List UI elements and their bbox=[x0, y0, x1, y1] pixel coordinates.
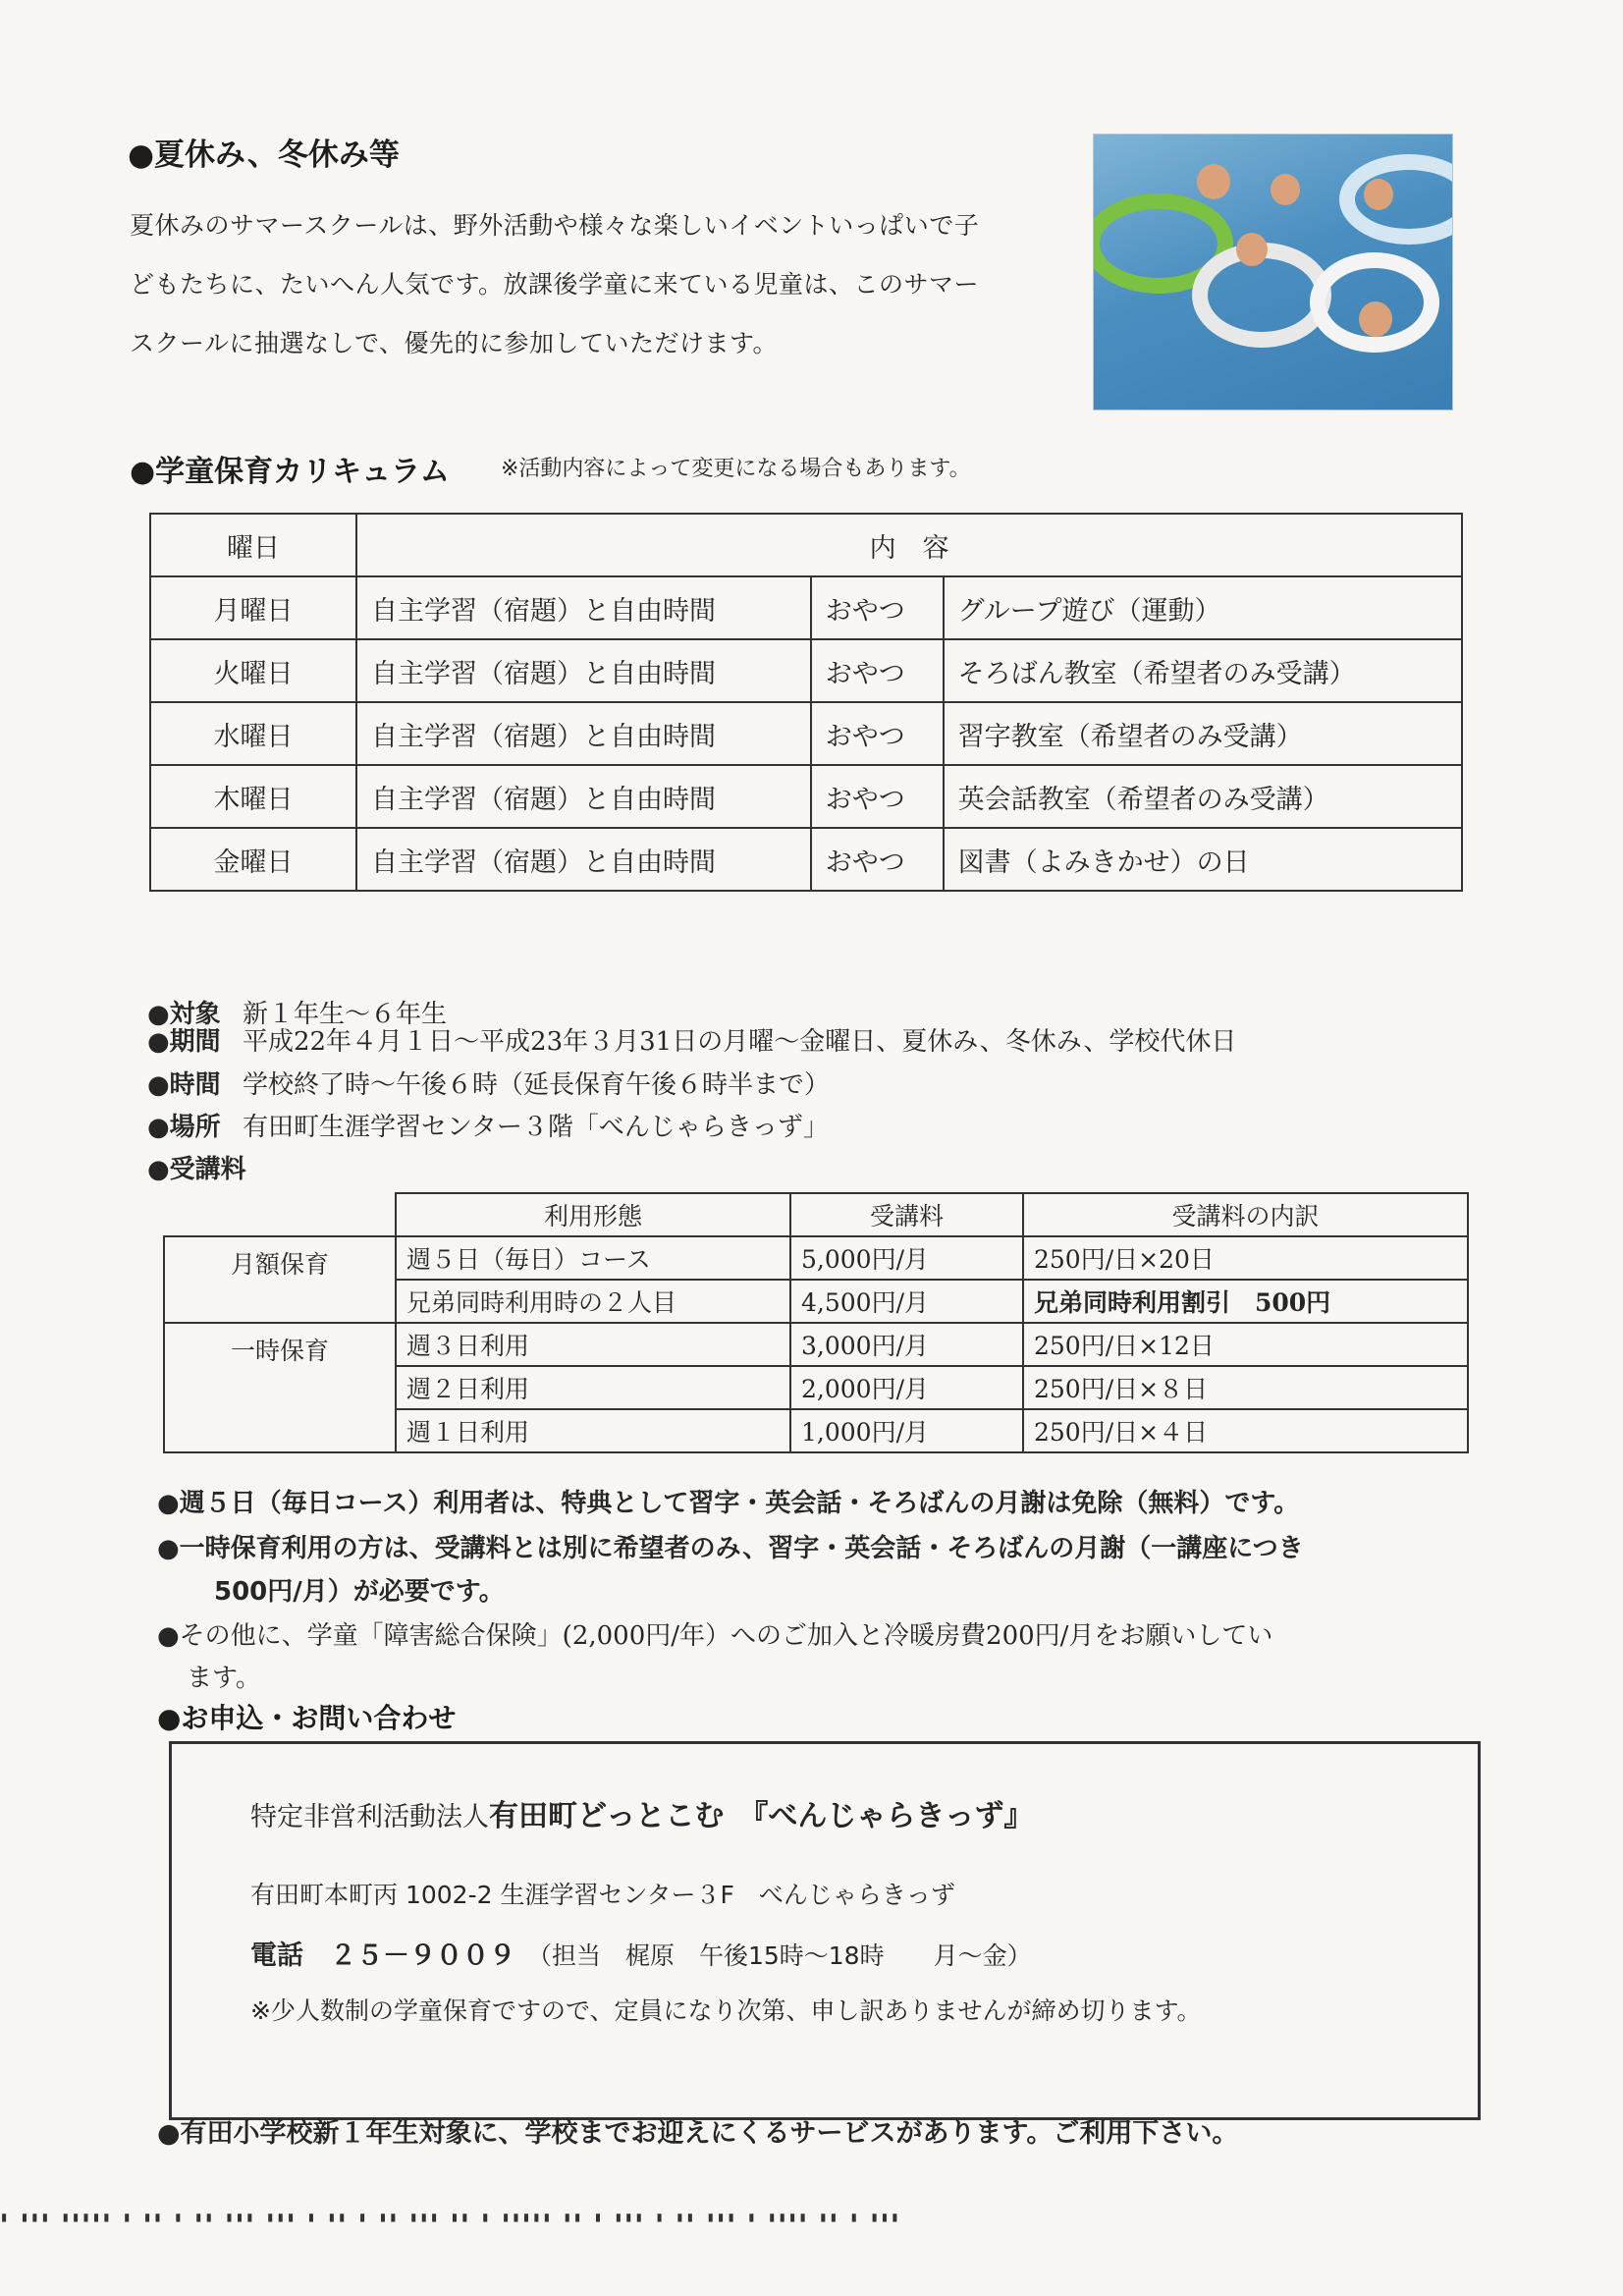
study-cell: 自主学習（宿題）と自由時間 bbox=[356, 639, 811, 702]
fee-cell: 3,000円/月 bbox=[790, 1323, 1023, 1366]
org-line bbox=[250, 1791, 1033, 1834]
capacity-warning: ※少人数制の学童保育ですので、定員になり次第、申し訳ありませんが締め切ります。 bbox=[250, 1996, 1202, 2025]
form-cell: 週１日利用 bbox=[396, 1409, 790, 1452]
summer-heading: ●夏休み、冬休み等 bbox=[128, 137, 400, 173]
form-cell: 週５日（毎日）コース bbox=[396, 1236, 790, 1280]
child-face bbox=[1364, 179, 1393, 210]
header-day: 曜日 bbox=[150, 514, 356, 576]
header-fee: 受講料 bbox=[790, 1193, 1023, 1236]
fee-cell: 4,500円/月 bbox=[790, 1280, 1023, 1323]
activity-cell: 英会話教室（希望者のみ受講） bbox=[944, 765, 1462, 828]
breakdown-cell: 250円/日×４日 bbox=[1023, 1409, 1468, 1452]
info-place bbox=[147, 1107, 829, 1143]
phone-detail: （担当 梶原 午後15時～18時 月～金） bbox=[526, 1941, 1032, 1970]
summer-paragraph bbox=[130, 196, 1092, 373]
period-value: 平成22年４月１日～平成23年３月31日の月曜～金曜日、夏休み、冬休み、学校代休日 bbox=[242, 1027, 1237, 1057]
child-face bbox=[1197, 164, 1230, 199]
time-label: ●時間 bbox=[147, 1070, 221, 1100]
contact-heading: ●お申込・お問い合わせ bbox=[157, 1702, 457, 1734]
table-row bbox=[150, 765, 1462, 828]
day-cell: 木曜日 bbox=[150, 765, 356, 828]
snack-cell: おやつ bbox=[811, 639, 944, 702]
header-breakdown: 受講料の内訳 bbox=[1023, 1193, 1468, 1236]
snack-cell: おやつ bbox=[811, 765, 944, 828]
temp-label: 一時保育 bbox=[164, 1323, 396, 1452]
note-temp-line1: ●一時保育利用の方は、受講料とは別に希望者のみ、習字・英会話・そろばんの月謝（一講座につき bbox=[157, 1534, 1304, 1563]
breakdown-cell: 兄弟同時利用割引 500円 bbox=[1023, 1280, 1468, 1323]
table-row bbox=[150, 828, 1462, 891]
table-row bbox=[150, 639, 1462, 702]
table-row bbox=[164, 1236, 1468, 1280]
info-fee bbox=[147, 1149, 246, 1185]
note-insurance-line1: ●その他に、学童「障害総合保険」(2,000円/年）へのご加入と冷暖房費200円/月をお願いしてい bbox=[157, 1621, 1273, 1651]
pool-photo bbox=[1093, 134, 1453, 410]
breakdown-cell: 250円/日×８日 bbox=[1023, 1366, 1468, 1409]
float-ring bbox=[1339, 154, 1453, 245]
period-label: ●期間 bbox=[147, 1027, 221, 1057]
table-row bbox=[150, 576, 1462, 639]
table-header-row bbox=[150, 514, 1462, 576]
header-form: 利用形態 bbox=[396, 1193, 790, 1236]
child-face bbox=[1359, 301, 1392, 337]
note-temp-line2: 500円/月）が必要です。 bbox=[214, 1577, 505, 1607]
time-value: 学校終了時～午後６時（延長保育午後６時半まで） bbox=[242, 1070, 830, 1100]
org-name: 有田町どっとこむ 『べんじゃらきっず』 bbox=[489, 1799, 1034, 1833]
child-face bbox=[1236, 233, 1268, 266]
day-cell: 月曜日 bbox=[150, 576, 356, 639]
snack-cell: おやつ bbox=[811, 828, 944, 891]
snack-cell: おやつ bbox=[811, 576, 944, 639]
day-cell: 水曜日 bbox=[150, 702, 356, 765]
table-header-row bbox=[164, 1193, 1468, 1236]
fee-cell: 5,000円/月 bbox=[790, 1236, 1023, 1280]
contact-box bbox=[169, 1741, 1481, 2120]
scan-noise: ▮ ▮▮▮ ▮▮▮▮▮ ▮ ▮▮ ▮ ▮▮ ▮▮▮ ▮▮▮ ▮ ▮▮ ▮ ▮▮ ▮▮▮ ▮▮ ▮ ▮▮▮▮▮ ▮▮ ▮ ▮▮▮ ▮ ▮▮ ▮▮▮ ▮ ▮▮▮▮ ▮▮ ▮ ▮▮▮ bbox=[0, 2210, 901, 2225]
note-insurance-line2: ます。 bbox=[187, 1664, 261, 1693]
form-cell: 週２日利用 bbox=[396, 1366, 790, 1409]
summer-line: スクールに抽選なしで、優先的に参加していただけます。 bbox=[130, 329, 779, 357]
note-discount: ●週５日（毎日コース）利用者は、特典として習字・英会話・そろばんの月謝は免除（無料）です。 bbox=[157, 1489, 1300, 1518]
study-cell: 自主学習（宿題）と自由時間 bbox=[356, 702, 811, 765]
target-value: 新１年生～６年生 bbox=[242, 1000, 447, 1029]
info-period bbox=[147, 1021, 1522, 1058]
target-label: ●対象 bbox=[147, 1000, 221, 1029]
activity-cell: 図書（よみきかせ）の日 bbox=[944, 828, 1462, 891]
place-value: 有田町生涯学習センター３階「べんじゃらきっず」 bbox=[242, 1113, 829, 1142]
phone-line bbox=[250, 1934, 1032, 1972]
place-label: ●場所 bbox=[147, 1113, 221, 1142]
info-time bbox=[147, 1065, 830, 1101]
summer-line: どもたちに、たいへん人気です。放課後学童に来ている児童は、このサマー bbox=[130, 270, 980, 299]
curriculum-table bbox=[149, 513, 1463, 892]
table-row bbox=[164, 1323, 1468, 1366]
study-cell: 自主学習（宿題）と自由時間 bbox=[356, 576, 811, 639]
curriculum-note: ※活動内容によって変更になる場合もあります。 bbox=[501, 457, 971, 481]
fee-empty-corner bbox=[164, 1193, 396, 1236]
fee-cell: 2,000円/月 bbox=[790, 1366, 1023, 1409]
activity-cell: グループ遊び（運動） bbox=[944, 576, 1462, 639]
snack-cell: おやつ bbox=[811, 702, 944, 765]
pickup-service-note: ●有田小学校新１年生対象に、学校までお迎えにくるサービスがあります。ご利用下さい。 bbox=[157, 2118, 1239, 2149]
activity-cell: 習字教室（希望者のみ受講） bbox=[944, 702, 1462, 765]
activity-cell: そろばん教室（希望者のみ受講） bbox=[944, 639, 1462, 702]
summer-line: 夏休みのサマースクールは、野外活動や様々な楽しいイベントいっぱいで子 bbox=[130, 211, 980, 240]
fee-cell: 1,000円/月 bbox=[790, 1409, 1023, 1452]
form-cell: 週３日利用 bbox=[396, 1323, 790, 1366]
day-cell: 火曜日 bbox=[150, 639, 356, 702]
table-row bbox=[150, 702, 1462, 765]
study-cell: 自主学習（宿題）と自由時間 bbox=[356, 828, 811, 891]
fee-label: ●受講料 bbox=[147, 1155, 246, 1184]
address: 有田町本町丙 1002-2 生涯学習センター３F べんじゃらきっず bbox=[250, 1881, 955, 1909]
header-content: 内 容 bbox=[356, 514, 1462, 576]
breakdown-cell: 250円/日×20日 bbox=[1023, 1236, 1468, 1280]
curriculum-heading: ●学童保育カリキュラム bbox=[130, 455, 450, 489]
monthly-label: 月額保育 bbox=[164, 1236, 396, 1323]
study-cell: 自主学習（宿題）と自由時間 bbox=[356, 765, 811, 828]
phone-label: 電話 ２５－９００９ bbox=[250, 1941, 515, 1971]
org-prefix: 特定非営利活動法人 bbox=[250, 1802, 489, 1832]
day-cell: 金曜日 bbox=[150, 828, 356, 891]
child-face bbox=[1271, 174, 1300, 205]
form-cell: 兄弟同時利用時の２人目 bbox=[396, 1280, 790, 1323]
breakdown-cell: 250円/日×12日 bbox=[1023, 1323, 1468, 1366]
fee-table bbox=[163, 1192, 1469, 1453]
